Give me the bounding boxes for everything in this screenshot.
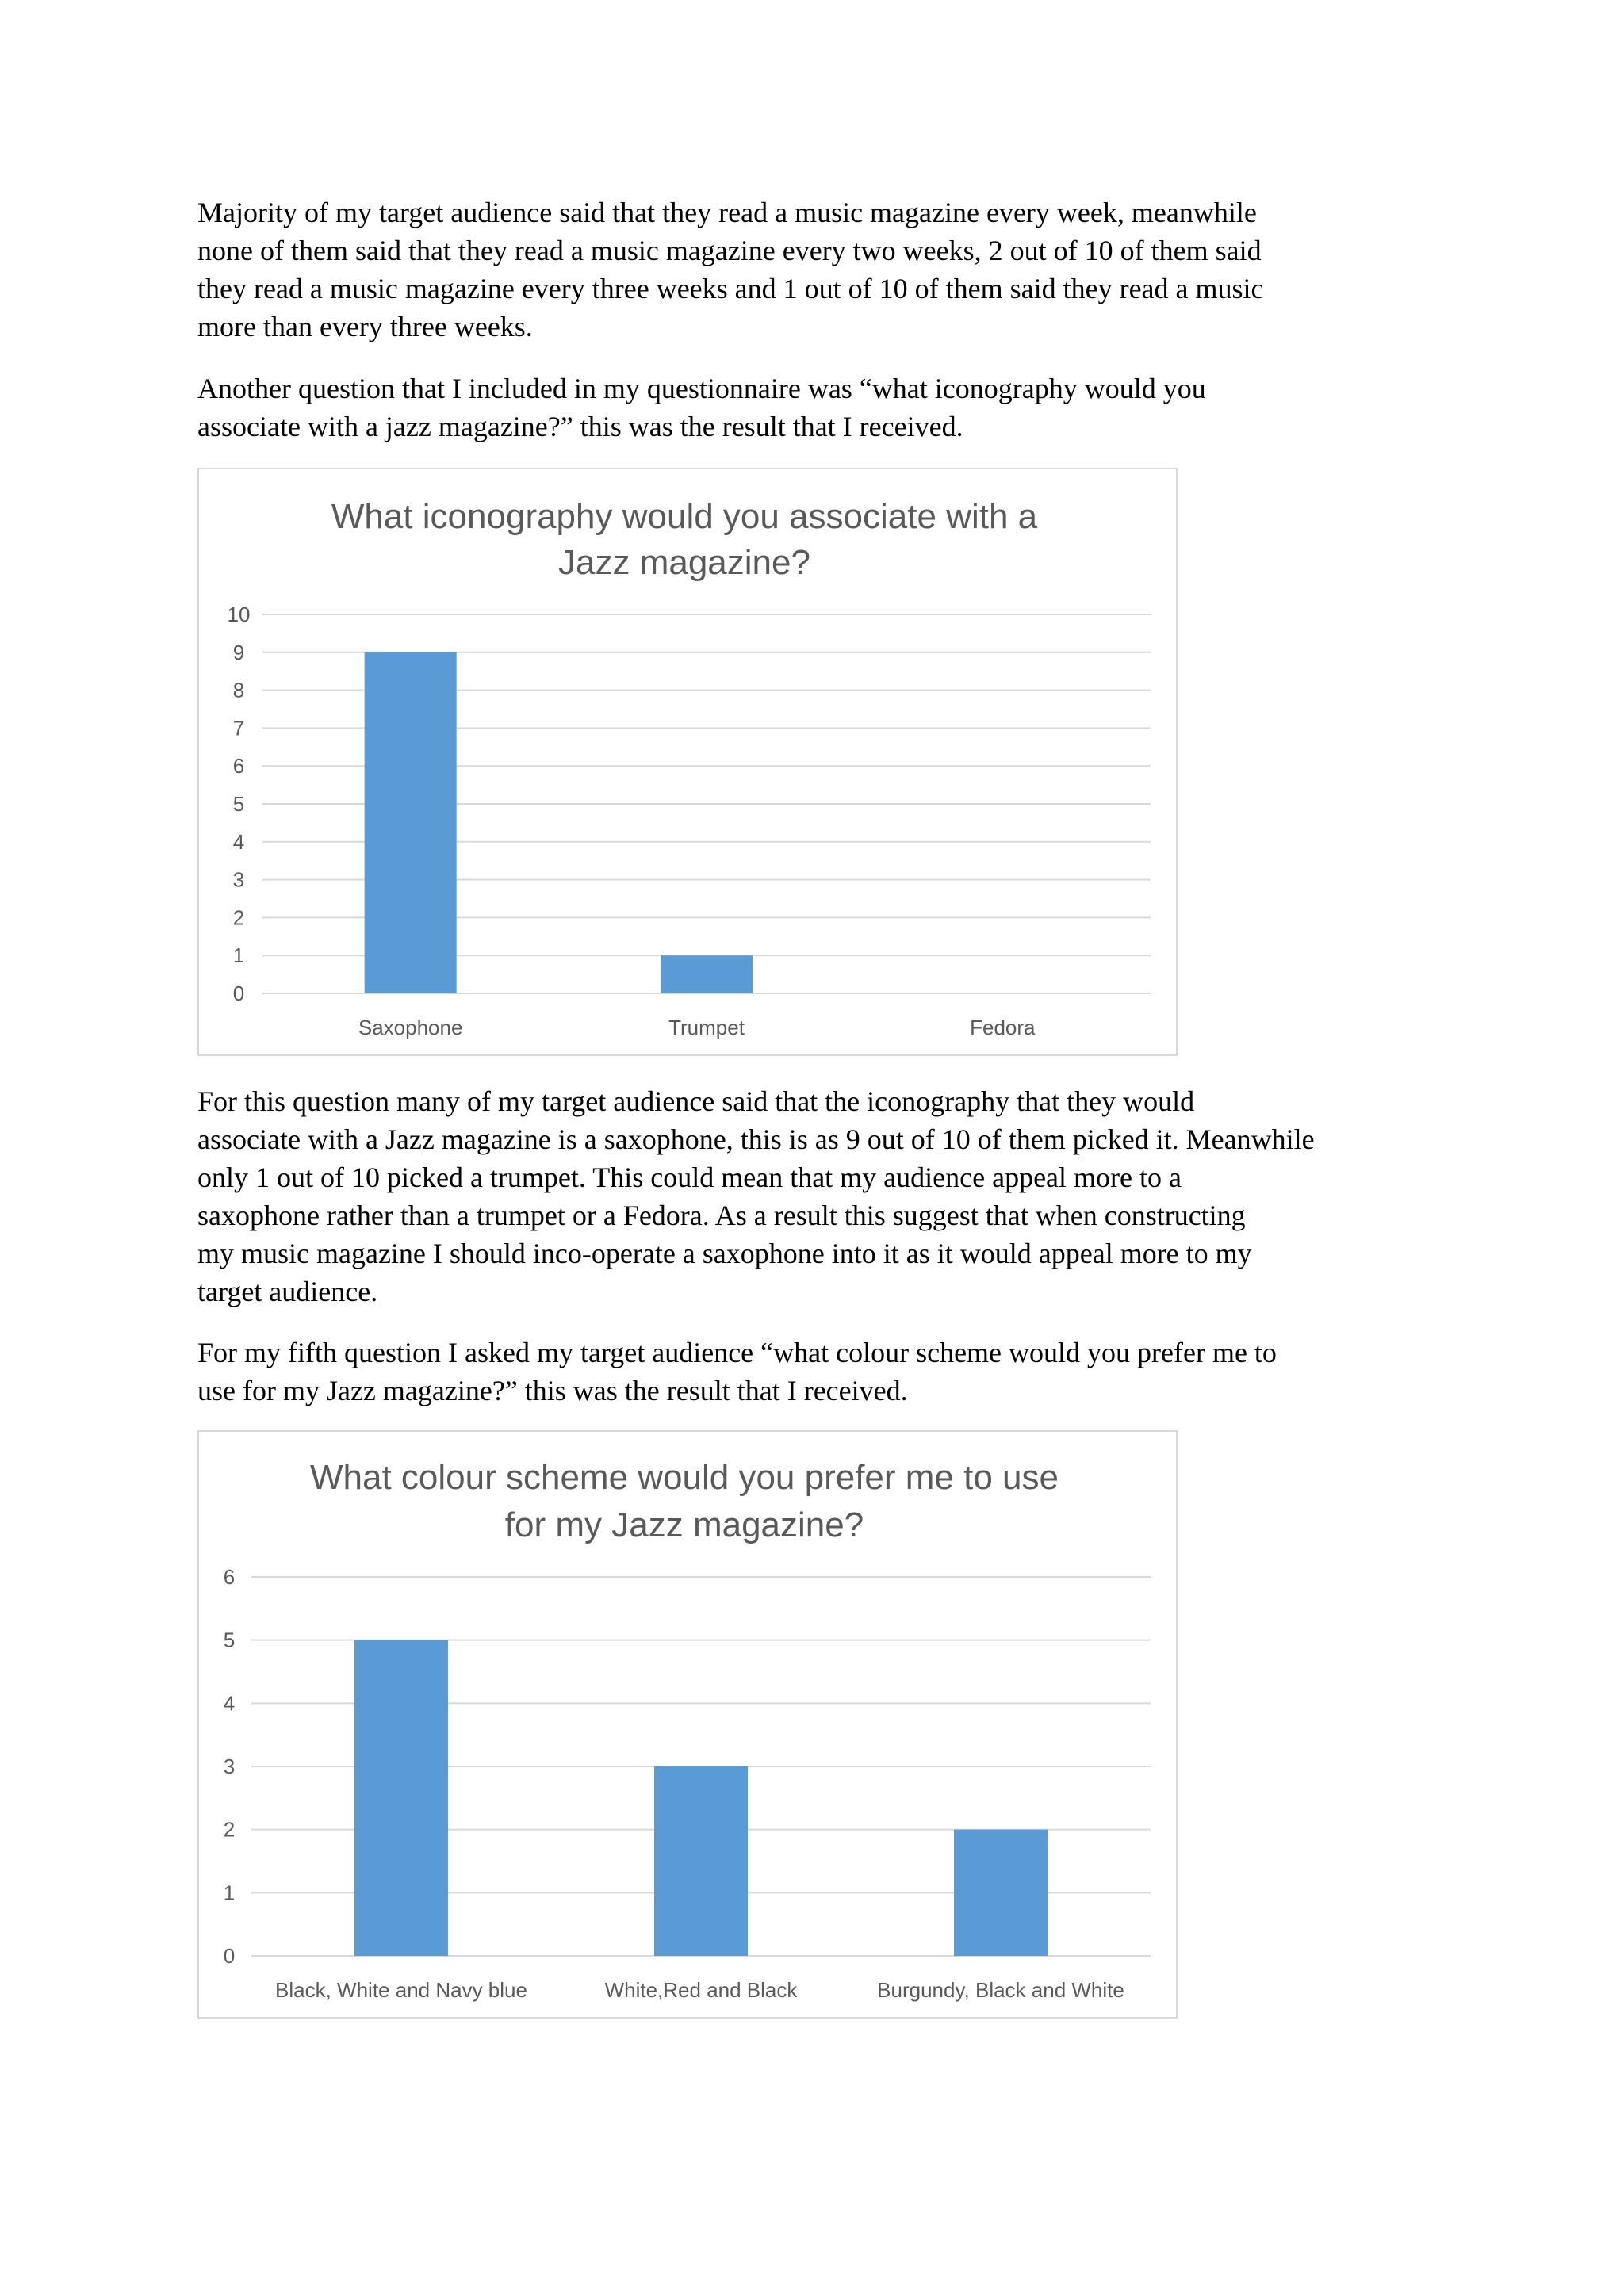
y-tick-label: 5 [223, 1628, 236, 1652]
y-tick-label: 1 [232, 943, 245, 968]
paragraph-colour-question [197, 1334, 1450, 1410]
bar [354, 1640, 448, 1956]
bar [365, 652, 457, 993]
paragraph-iconography-question [197, 369, 1450, 446]
y-tick-label: 2 [223, 1817, 236, 1842]
text-line: more than every three weeks. [197, 311, 533, 342]
y-tick-label: 7 [232, 716, 245, 740]
text-line: saxophone rather than a trumpet or a Fedora. As a result this suggest that when constructing [197, 1200, 1246, 1231]
text-line: associate with a jazz magazine?” this was the result that I received. [197, 411, 963, 442]
text-line: none of them said that they read a music magazine every two weeks, 2 out of 10 of them said [197, 235, 1262, 266]
iconography-chart [197, 468, 1178, 1056]
text-line: target audience. [197, 1276, 378, 1307]
y-tick-label: 5 [232, 792, 245, 816]
y-tick-label: 8 [232, 678, 245, 702]
text-line: use for my Jazz magazine?” this was the result that I received. [197, 1375, 908, 1406]
text-line: associate with a Jazz magazine is a saxophone, this is as 9 out of 10 of them picked it. Meanwhile [197, 1123, 1315, 1155]
y-tick-label: 1 [223, 1881, 236, 1905]
y-tick-label: 10 [227, 603, 251, 626]
y-tick-label: 0 [223, 1944, 236, 1968]
y-tick-label: 3 [223, 1755, 236, 1778]
y-tick-label: 9 [232, 640, 245, 664]
text-line: my music magazine I should inco-operate a saxophone into it as it would appeal more to my [197, 1238, 1252, 1269]
paragraph-reading-frequency [197, 193, 1450, 346]
y-tick-label: 0 [232, 982, 245, 1005]
bar [954, 1830, 1048, 1956]
y-tick-label: 3 [232, 867, 245, 892]
bar [661, 955, 753, 993]
x-category-label: Black, White and Navy blue [275, 1978, 527, 2002]
y-tick-label: 4 [223, 1691, 236, 1716]
x-category-label: Saxophone [358, 1016, 463, 1039]
colour-scheme-chart-svg [199, 1432, 1176, 2017]
x-category-label: Trumpet [668, 1016, 745, 1039]
y-tick-label: 2 [232, 905, 245, 930]
colour-scheme-chart [197, 1430, 1178, 2019]
bar [654, 1766, 748, 1956]
paragraph-iconography-result [197, 1082, 1450, 1311]
text-line: For my fifth question I asked my target audience “what colour scheme would you prefer me to [197, 1337, 1277, 1368]
text-line: only 1 out of 10 picked a trumpet. This could mean that my audience appeal more to a [197, 1161, 1182, 1193]
text-line: they read a music magazine every three weeks and 1 out of 10 of them said they read a music [197, 273, 1264, 304]
chart-title-line: What colour scheme would you prefer me to use [309, 1458, 1059, 1497]
text-line: Majority of my target audience said that they read a music magazine every week, meanwhile [197, 197, 1257, 228]
y-tick-label: 6 [223, 1565, 236, 1589]
y-tick-label: 6 [232, 754, 245, 779]
x-category-label: Burgundy, Black and White [877, 1978, 1124, 2002]
chart-title-line: What iconography would you associate with a [331, 497, 1038, 536]
x-category-label: Fedora [970, 1016, 1036, 1039]
iconography-chart-svg [199, 469, 1176, 1054]
text-line: For this question many of my target audience said that the iconography that they would [197, 1085, 1195, 1117]
text-line: Another question that I included in my questionnaire was “what iconography would you [197, 373, 1206, 404]
x-category-label: White,Red and Black [604, 1978, 798, 2002]
chart-title-line: Jazz magazine? [558, 543, 810, 582]
y-tick-label: 4 [232, 829, 245, 854]
chart-title-line: for my Jazz magazine? [504, 1506, 864, 1544]
